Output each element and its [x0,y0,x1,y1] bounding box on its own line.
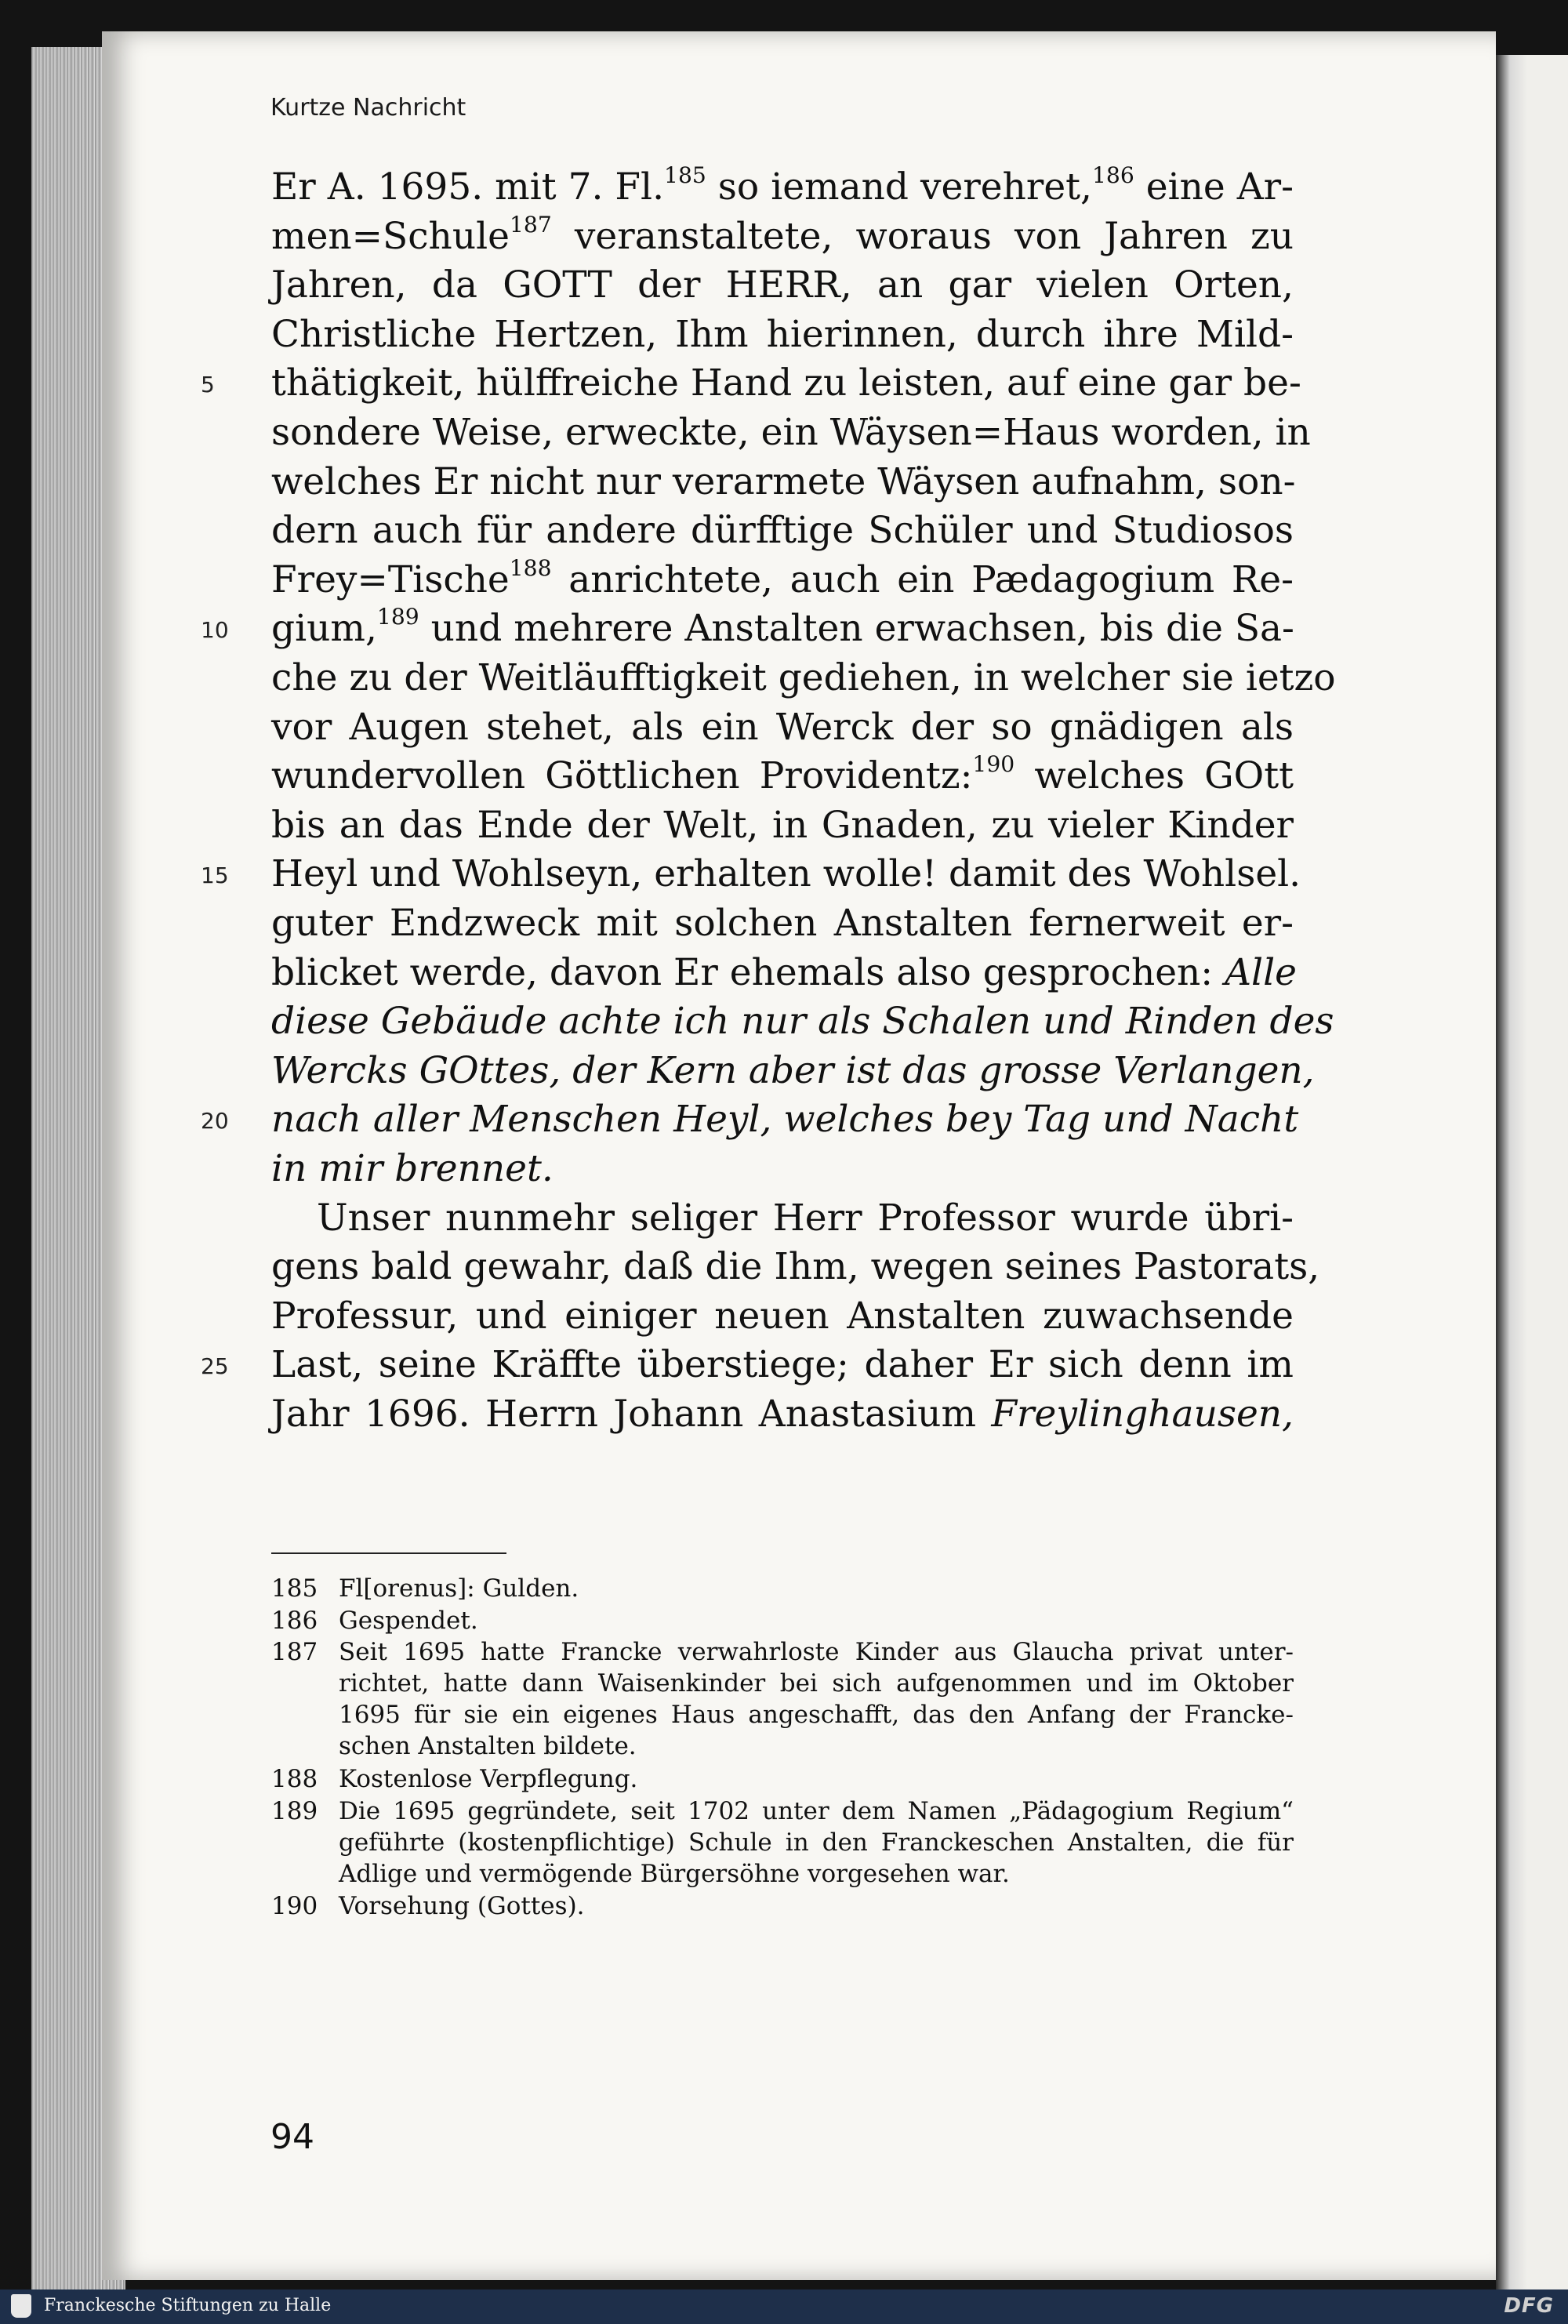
footnote-text [339,1573,1294,1604]
italic-text: diese Gebäude achte ich nur als Schalen und Rinden des [271,1000,1334,1044]
footnote-reference: 188 [509,554,552,581]
text-line [271,507,1294,555]
text-line [271,1243,1320,1291]
text-segment: eine Ar- [1134,165,1294,209]
footnote-text [339,1796,1294,1890]
footnote-reference: 189 [376,604,419,630]
footnote-text [339,1605,1294,1636]
text-segment: thätigkeit, hülffreiche Hand zu leisten, auf eine gar be- [271,361,1301,405]
footnote-text [339,1890,1294,1922]
text-line [271,212,1294,261]
text-line [271,458,1294,507]
footnote-number: 189 [271,1796,318,1825]
text-line [271,801,1294,850]
text-line [271,1095,1299,1144]
footnote-line: schen Anstalten bildete. [339,1732,637,1760]
footnote-rule [271,1552,506,1554]
text-line [271,310,1294,359]
line-number: 25 [201,1353,229,1380]
text-segment: vor Augen stehet, als ein Werck der so gnädigen als [271,705,1294,749]
footnote [271,1605,1294,1637]
text-line [271,261,1294,310]
text-segment: che zu der Weitläufftigkeit gediehen, in welcher sie ietzo [271,656,1336,699]
italic-text: Freylinghausen, [991,1393,1294,1436]
italic-text: Wercks GOttes, der Kern aber ist das grosse Verlangen, [271,1048,1315,1092]
text-segment: wundervollen Göttlichen Providentz: [271,754,973,798]
line-number: 15 [201,862,229,889]
running-head: Kurtze Nachricht [270,94,466,122]
text-line [271,850,1301,899]
footnote-number: 188 [271,1765,318,1793]
footnote-line: Seit 1695 hatte Francke verwahrloste Kinder aus Glaucha privat unter- [339,1638,1294,1666]
footnote [271,1763,1294,1796]
text-segment: welches Er nicht nur verarmete Wäysen aufnahm, son- [271,459,1296,503]
footnote-text [339,1636,1294,1762]
text-line [271,1194,1294,1243]
text-segment: Jahr 1696. Herrn Johann Anastasium [271,1393,992,1436]
footnote-number: 186 [271,1606,318,1635]
line-number: 20 [201,1108,229,1135]
text-line [271,703,1294,752]
text-line [271,654,1336,703]
text-segment: Professur, und einiger neuen Anstalten zuwachsende [271,1294,1294,1338]
footnote [271,1573,1294,1605]
footnote-text [339,1763,1294,1795]
footnote-reference: 185 [664,162,706,188]
text-line [271,409,1311,457]
text-segment: dern auch für andere dürfftige Schüler und Studiosos [271,509,1294,553]
text-segment: Unser nunmehr seliger Herr Professor wurde übri- [317,1196,1294,1240]
page-number: 94 [270,2117,314,2157]
text-line [271,1292,1294,1341]
facing-page-edge [1496,55,1568,2290]
dfg-logo: DFG [1504,2294,1554,2318]
text-segment: men=Schule [271,214,510,258]
text-segment: sondere Weise, erweckte, ein Wäysen=Haus worden, in [271,411,1311,454]
text-segment: so iemand verehret, [706,165,1092,209]
italic-text: Alle [1225,950,1297,994]
footnote-number: 190 [271,1892,318,1920]
footnote-number: 187 [271,1638,318,1666]
institution-name: Franckesche Stiftungen zu Halle [44,2296,332,2315]
text-line [271,1341,1294,1389]
italic-text: nach aller Menschen Heyl, welches bey Tag und Nacht [271,1098,1299,1142]
text-segment: gium, [271,607,377,651]
line-number: 10 [201,617,229,644]
viewer-footer-bar [0,2290,1568,2324]
footnote-line: Kostenlose Verpflegung. [339,1765,638,1793]
text-segment: Er A. 1695. mit 7. Fl. [271,165,665,209]
text-segment: Jahren, da GOTT der HERR, an gar vielen Orten, [271,263,1294,307]
institution-logo-icon [11,2294,31,2318]
footnote-line: Die 1695 gegründete, seit 1702 unter dem Namen „Pädagogium Regium“ [339,1796,1294,1825]
text-segment: veranstaltete, woraus von Jahren zu [551,214,1294,258]
footnote-line: richtet, hatte dann Waisenkinder bei sich aufgenommen und im Oktober [339,1669,1294,1698]
text-segment: welches GOtt [1014,754,1294,798]
text-line [271,752,1294,801]
footnote-reference: 190 [972,751,1015,778]
text-segment: und mehrere Anstalten erwachsen, bis die Sa- [419,607,1294,651]
footnote-line: Fl[orenus]: Gulden. [339,1574,579,1603]
italic-text: in mir brennet. [271,1147,554,1190]
footnote [271,1796,1294,1891]
text-line [271,163,1294,212]
text-segment: Christliche Hertzen, Ihm hierinnen, durch ihre Mild- [271,312,1294,356]
text-line [271,997,1334,1046]
text-segment: anrichtete, auch ein Pædagogium Re- [551,557,1294,601]
footnote-line: Vorsehung (Gottes). [339,1892,585,1920]
text-segment: bis an das Ende der Welt, in Gnaden, zu vieler Kinder [271,803,1294,847]
footnote-line: Gespendet. [339,1606,478,1635]
footnote-reference: 186 [1092,162,1134,188]
text-line [271,1047,1315,1095]
text-segment: guter Endzweck mit solchen Anstalten fernerweit er- [271,902,1294,945]
footnote-line: geführte (kostenpflichtige) Schule in den Franckeschen Anstalten, die für [339,1828,1294,1857]
text-segment: gens bald gewahr, daß die Ihm, wegen seines Pastorats, [271,1245,1320,1289]
text-line [271,556,1294,605]
footnote [271,1890,1294,1923]
footnote-line: 1695 für sie ein eigenes Haus angeschafft, das den Anfang der Francke- [339,1701,1294,1729]
footnote-reference: 187 [509,211,552,238]
text-line [271,1390,1294,1439]
footnote-number: 185 [271,1574,318,1603]
line-number: 5 [201,372,215,398]
text-segment: blicket werde, davon Er ehemals also gesprochen: [271,950,1225,994]
text-line [271,949,1297,997]
footnote [271,1636,1294,1763]
text-line [271,605,1294,653]
footnote-line: Adlige und vermögende Bürgersöhne vorgesehen war. [339,1859,1010,1888]
text-line [271,1145,1294,1193]
text-segment: Last, seine Kräffte überstiege; daher Er sich denn im [271,1343,1294,1387]
text-segment: Frey=Tische [271,557,510,601]
text-segment: Heyl und Wohlseyn, erhalten wolle! damit des Wohlsel. [271,852,1301,896]
text-line [271,359,1301,408]
text-line [271,899,1294,948]
